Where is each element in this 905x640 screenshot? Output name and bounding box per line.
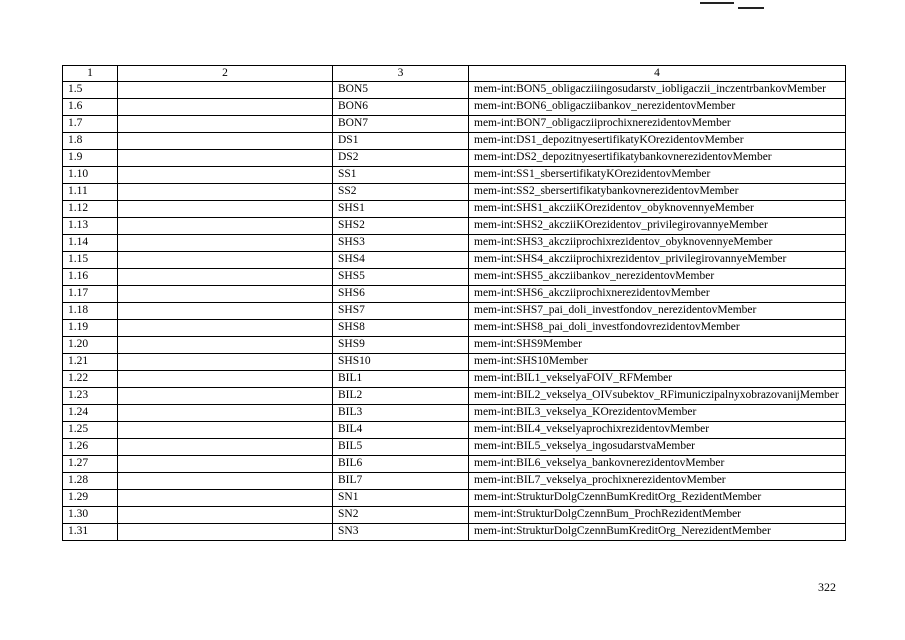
member-id-cell: mem-int:BIL5_vekselya_ingosudarstvaMember xyxy=(469,438,846,455)
member-id-cell: mem-int:StrukturDolgCzennBumKreditOrg_NerezidentMember xyxy=(469,523,846,540)
code-cell: BON7 xyxy=(333,115,469,132)
code-cell: BIL6 xyxy=(333,455,469,472)
description-cell xyxy=(118,81,333,98)
row-number-cell: 1.21 xyxy=(63,353,118,370)
member-id-cell: mem-int:StrukturDolgCzennBumKreditOrg_RezidentMember xyxy=(469,489,846,506)
description-cell xyxy=(118,217,333,234)
member-id-cell: mem-int:BIL2_vekselya_OIVsubektov_RFimuniczipalnyxobrazovanijMember xyxy=(469,387,846,404)
code-cell: SHS7 xyxy=(333,302,469,319)
code-cell: SN3 xyxy=(333,523,469,540)
row-number-cell: 1.16 xyxy=(63,268,118,285)
table-row xyxy=(63,302,846,319)
table-row xyxy=(63,455,846,472)
code-cell: SHS8 xyxy=(333,319,469,336)
member-id-cell: mem-int:BIL1_vekselyaFOIV_RFMember xyxy=(469,370,846,387)
member-id-cell: mem-int:BIL3_vekselya_KOrezidentovMember xyxy=(469,404,846,421)
table-row xyxy=(63,200,846,217)
member-id-cell: mem-int:SHS7_pai_doli_investfondov_nerezidentovMember xyxy=(469,302,846,319)
description-cell xyxy=(118,489,333,506)
member-id-cell: mem-int:SHS2_akcziiKOrezidentov_privilegirovannyeMember xyxy=(469,217,846,234)
table-row xyxy=(63,421,846,438)
member-id-cell: mem-int:BIL6_vekselya_bankovnerezidentovMember xyxy=(469,455,846,472)
description-cell xyxy=(118,251,333,268)
description-cell xyxy=(118,302,333,319)
code-cell: BIL5 xyxy=(333,438,469,455)
table-row xyxy=(63,234,846,251)
member-id-cell: mem-int:SHS9Member xyxy=(469,336,846,353)
member-id-cell: mem-int:SHS4_akcziiprochixrezidentov_privilegirovannyeMember xyxy=(469,251,846,268)
row-number-cell: 1.23 xyxy=(63,387,118,404)
description-cell xyxy=(118,472,333,489)
member-id-cell: mem-int:BON7_obligacziiprochixnerezidentovMember xyxy=(469,115,846,132)
description-cell xyxy=(118,319,333,336)
table-header-row xyxy=(63,66,846,82)
description-cell xyxy=(118,421,333,438)
scan-artifact xyxy=(700,2,734,4)
code-cell: SHS5 xyxy=(333,268,469,285)
member-id-cell: mem-int:BON6_obligacziibankov_nerezidentovMember xyxy=(469,98,846,115)
member-id-cell: mem-int:SS1_sbersertifikatyKOrezidentovMember xyxy=(469,166,846,183)
description-cell xyxy=(118,404,333,421)
code-cell: SS2 xyxy=(333,183,469,200)
code-cell: BIL1 xyxy=(333,370,469,387)
row-number-cell: 1.24 xyxy=(63,404,118,421)
description-cell xyxy=(118,353,333,370)
row-number-cell: 1.12 xyxy=(63,200,118,217)
row-number-cell: 1.29 xyxy=(63,489,118,506)
row-number-cell: 1.8 xyxy=(63,132,118,149)
row-number-cell: 1.20 xyxy=(63,336,118,353)
description-cell xyxy=(118,387,333,404)
row-number-cell: 1.6 xyxy=(63,98,118,115)
code-cell: BIL2 xyxy=(333,387,469,404)
row-number-cell: 1.5 xyxy=(63,81,118,98)
row-number-cell: 1.28 xyxy=(63,472,118,489)
scan-artifact xyxy=(738,7,764,9)
description-cell xyxy=(118,132,333,149)
table-row xyxy=(63,166,846,183)
table-row xyxy=(63,438,846,455)
table-row xyxy=(63,387,846,404)
table-row xyxy=(63,472,846,489)
member-id-cell: mem-int:DS2_depozitnyesertifikatybankovnerezidentovMember xyxy=(469,149,846,166)
table-row xyxy=(63,523,846,540)
description-cell xyxy=(118,98,333,115)
member-id-cell: mem-int:SHS1_akcziiKOrezidentov_obyknovennyeMember xyxy=(469,200,846,217)
table-row xyxy=(63,268,846,285)
member-id-cell: mem-int:BON5_obligacziiingosudarstv_iobligaczii_inczentrbankovMember xyxy=(469,81,846,98)
member-id-cell: mem-int:SHS5_akcziibankov_nerezidentovMember xyxy=(469,268,846,285)
code-cell: DS1 xyxy=(333,132,469,149)
table-row xyxy=(63,98,846,115)
table-row xyxy=(63,217,846,234)
code-cell: DS2 xyxy=(333,149,469,166)
code-cell: BIL3 xyxy=(333,404,469,421)
code-cell: SHS4 xyxy=(333,251,469,268)
description-cell xyxy=(118,336,333,353)
code-cell: BON6 xyxy=(333,98,469,115)
description-cell xyxy=(118,149,333,166)
code-cell: SN1 xyxy=(333,489,469,506)
page-number: 322 xyxy=(818,580,836,594)
row-number-cell: 1.25 xyxy=(63,421,118,438)
table-row xyxy=(63,506,846,523)
column-header-2: 2 xyxy=(118,66,333,82)
table-row xyxy=(63,149,846,166)
member-id-cell: mem-int:BIL7_vekselya_prochixnerezidentovMember xyxy=(469,472,846,489)
row-number-cell: 1.10 xyxy=(63,166,118,183)
code-cell: SHS3 xyxy=(333,234,469,251)
table-row xyxy=(63,115,846,132)
row-number-cell: 1.14 xyxy=(63,234,118,251)
table-row xyxy=(63,489,846,506)
row-number-cell: 1.15 xyxy=(63,251,118,268)
row-number-cell: 1.30 xyxy=(63,506,118,523)
code-cell: BIL4 xyxy=(333,421,469,438)
code-cell: SHS1 xyxy=(333,200,469,217)
column-header-1: 1 xyxy=(63,66,118,82)
member-id-cell: mem-int:StrukturDolgCzennBum_ProchRezidentMember xyxy=(469,506,846,523)
description-cell xyxy=(118,370,333,387)
member-id-cell: mem-int:SHS6_akcziiprochixnerezidentovMember xyxy=(469,285,846,302)
member-id-cell: mem-int:SHS8_pai_doli_investfondovrezidentovMember xyxy=(469,319,846,336)
member-id-cell: mem-int:SHS10Member xyxy=(469,353,846,370)
table-row xyxy=(63,183,846,200)
description-cell xyxy=(118,455,333,472)
description-cell xyxy=(118,166,333,183)
member-id-cell: mem-int:BIL4_vekselyaprochixrezidentovMember xyxy=(469,421,846,438)
code-cell: BIL7 xyxy=(333,472,469,489)
row-number-cell: 1.31 xyxy=(63,523,118,540)
description-cell xyxy=(118,268,333,285)
row-number-cell: 1.18 xyxy=(63,302,118,319)
table-row xyxy=(63,353,846,370)
column-header-4: 4 xyxy=(469,66,846,82)
description-cell xyxy=(118,285,333,302)
row-number-cell: 1.11 xyxy=(63,183,118,200)
description-cell xyxy=(118,506,333,523)
table-body xyxy=(63,81,846,540)
description-cell xyxy=(118,234,333,251)
code-cell: SN2 xyxy=(333,506,469,523)
table-row xyxy=(63,285,846,302)
member-id-cell: mem-int:DS1_depozitnyesertifikatyKOrezidentovMember xyxy=(469,132,846,149)
row-number-cell: 1.17 xyxy=(63,285,118,302)
description-cell xyxy=(118,200,333,217)
member-codes-table xyxy=(62,65,846,541)
code-cell: SHS6 xyxy=(333,285,469,302)
table-row xyxy=(63,370,846,387)
row-number-cell: 1.7 xyxy=(63,115,118,132)
table-row xyxy=(63,319,846,336)
column-header-3: 3 xyxy=(333,66,469,82)
member-id-cell: mem-int:SHS3_akcziiprochixrezidentov_obyknovennyeMember xyxy=(469,234,846,251)
code-cell: SHS10 xyxy=(333,353,469,370)
row-number-cell: 1.22 xyxy=(63,370,118,387)
description-cell xyxy=(118,183,333,200)
table-row xyxy=(63,132,846,149)
member-id-cell: mem-int:SS2_sbersertifikatybankovnerezidentovMember xyxy=(469,183,846,200)
row-number-cell: 1.19 xyxy=(63,319,118,336)
table-row xyxy=(63,336,846,353)
description-cell xyxy=(118,115,333,132)
code-cell: SHS9 xyxy=(333,336,469,353)
description-cell xyxy=(118,438,333,455)
row-number-cell: 1.9 xyxy=(63,149,118,166)
table-row xyxy=(63,251,846,268)
code-cell: SS1 xyxy=(333,166,469,183)
row-number-cell: 1.13 xyxy=(63,217,118,234)
code-cell: BON5 xyxy=(333,81,469,98)
description-cell xyxy=(118,523,333,540)
code-cell: SHS2 xyxy=(333,217,469,234)
row-number-cell: 1.27 xyxy=(63,455,118,472)
row-number-cell: 1.26 xyxy=(63,438,118,455)
table-row xyxy=(63,404,846,421)
table-row xyxy=(63,81,846,98)
